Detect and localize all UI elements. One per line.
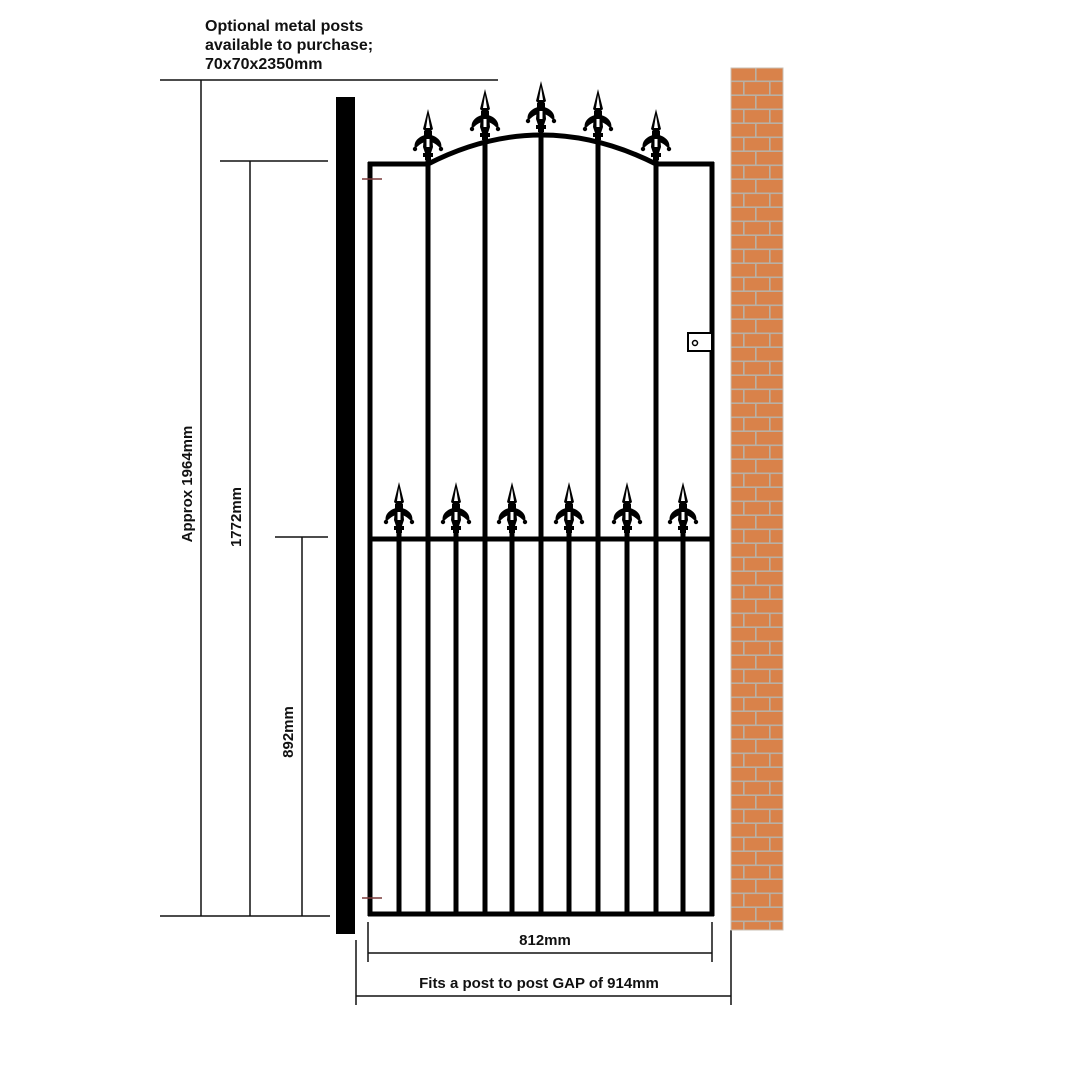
finial-icon: [384, 482, 414, 533]
latch-icon: [688, 333, 712, 351]
finial-icon: [583, 89, 613, 140]
gate-width-label: 812mm: [519, 932, 571, 949]
post-note-line-1: Optional metal posts: [205, 18, 364, 35]
finial-icon: [497, 482, 527, 533]
overall-height-label: Approx 1964mm: [179, 425, 196, 543]
finial-icon: [612, 482, 642, 533]
post-note-line-3: 70x70x2350mm: [205, 56, 323, 73]
brick-pier: [731, 68, 783, 930]
post-note-line-2: available to purchase;: [205, 37, 374, 54]
dimension-lines: [160, 80, 731, 1005]
finial-icon: [554, 482, 584, 533]
finial-icon: [641, 109, 671, 160]
finial-icon: [668, 482, 698, 533]
finial-icon: [526, 81, 556, 132]
gap-label: Fits a post to post GAP of 914mm: [419, 975, 659, 992]
tall-bars: [428, 125, 656, 914]
finial-icon: [470, 89, 500, 140]
post-note: [205, 17, 373, 74]
finial-icon: [413, 109, 443, 160]
lower-height-label: 892mm: [280, 706, 297, 758]
metal-post: [336, 97, 355, 934]
gate-height-label: 1772mm: [228, 486, 245, 548]
finial-icon: [441, 482, 471, 533]
